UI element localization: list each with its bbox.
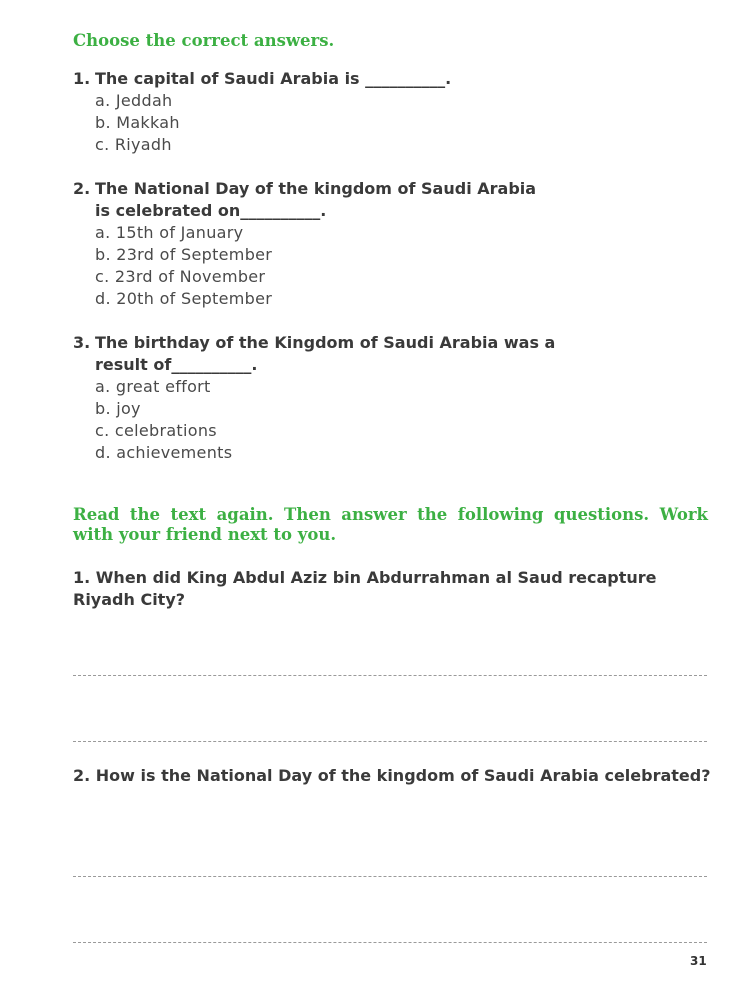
mcq-options-1 — [95, 90, 180, 156]
mcq-question-3 — [73, 332, 555, 376]
question-text: The National Day of the kingdom of Saudi Arabia — [95, 179, 537, 198]
option-c[interactable]: c. 23rd of November — [95, 267, 266, 286]
open-question-1: 1. When did King Abdul Aziz bin Abdurrahman al Saud recapture Riyadh City? — [73, 568, 657, 609]
mcq-question-2 — [73, 178, 536, 222]
option-d[interactable]: d. achievements — [95, 443, 233, 462]
option-b[interactable]: b. Makkah — [95, 113, 180, 132]
answer-line-1a[interactable] — [73, 675, 707, 676]
option-b[interactable]: b. joy — [95, 399, 141, 418]
question-number: 1. — [73, 69, 91, 88]
question-text: The birthday of the Kingdom of Saudi Arabia was a — [95, 333, 556, 352]
option-a[interactable]: a. great effort — [95, 377, 211, 396]
answer-line-2a[interactable] — [73, 876, 707, 877]
answer-line-1b[interactable] — [73, 741, 707, 742]
page-number: 31 — [690, 954, 707, 968]
option-c[interactable]: c. Riyadh — [95, 135, 172, 154]
question-text-continued: result of__________. — [95, 355, 258, 374]
option-a[interactable]: a. 15th of January — [95, 223, 244, 242]
mcq-question-1 — [73, 68, 451, 90]
option-c[interactable]: c. celebrations — [95, 421, 217, 440]
mcq-options-3 — [95, 376, 232, 464]
mcq-options-2 — [95, 222, 272, 310]
option-d[interactable]: d. 20th of September — [95, 289, 273, 308]
section-heading-choose: Choose the correct answers. — [73, 31, 335, 50]
option-b[interactable]: b. 23rd of September — [95, 245, 273, 264]
question-text-continued: is celebrated on__________. — [95, 201, 327, 220]
question-text: The capital of Saudi Arabia is __________. — [95, 69, 452, 88]
option-a[interactable]: a. Jeddah — [95, 91, 173, 110]
question-number: 2. — [73, 179, 91, 198]
section-heading-read: Read the text again. Then answer the following questions. Work with your friend next to you. — [73, 505, 708, 544]
open-question-2: 2. How is the National Day of the kingdom of Saudi Arabia celebrated? — [73, 766, 711, 785]
answer-line-2b[interactable] — [73, 942, 707, 943]
question-number: 3. — [73, 333, 91, 352]
